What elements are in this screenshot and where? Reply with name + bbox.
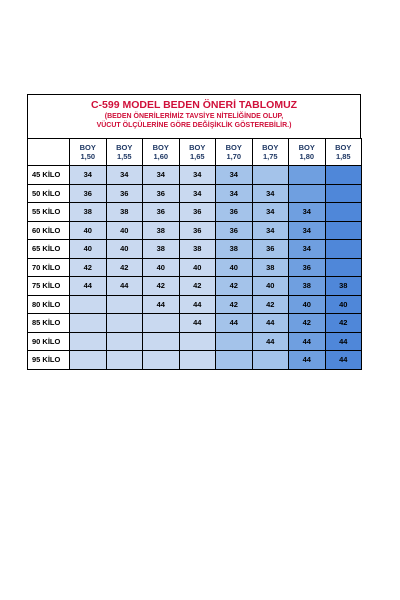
height-header [252, 139, 289, 166]
size-cell [106, 351, 143, 370]
height-header [216, 139, 253, 166]
size-cell: 38 [325, 277, 362, 296]
size-cell: 44 [289, 351, 326, 370]
size-cell: 38 [106, 203, 143, 222]
height-header-label: BOY [116, 143, 133, 152]
size-cell [143, 314, 180, 333]
size-cell: 44 [179, 314, 216, 333]
size-cell [216, 332, 253, 351]
size-cell: 34 [289, 240, 326, 259]
size-cell: 44 [252, 314, 289, 333]
size-cell: 42 [70, 258, 107, 277]
size-cell [143, 351, 180, 370]
table-row [28, 295, 362, 314]
size-cell [179, 332, 216, 351]
height-header-value: 1,65 [189, 152, 205, 161]
weight-label: 75 KİLO [28, 277, 70, 296]
size-cell: 40 [325, 295, 362, 314]
table-row [28, 184, 362, 203]
size-cell: 42 [216, 277, 253, 296]
size-cell: 36 [252, 240, 289, 259]
height-header-label: BOY [152, 143, 169, 152]
table-body [28, 166, 362, 370]
size-cell [325, 184, 362, 203]
table-row [28, 240, 362, 259]
table-row [28, 258, 362, 277]
height-header [70, 139, 107, 166]
size-cell: 36 [143, 184, 180, 203]
size-cell: 36 [216, 203, 253, 222]
size-cell: 44 [325, 332, 362, 351]
height-header-value: 1,80 [299, 152, 315, 161]
size-cell: 34 [252, 221, 289, 240]
size-cell: 34 [179, 184, 216, 203]
size-cell: 34 [289, 221, 326, 240]
weight-label: 45 KİLO [28, 166, 70, 185]
size-cell: 36 [106, 184, 143, 203]
size-cell: 38 [143, 240, 180, 259]
table-row [28, 277, 362, 296]
size-cell: 44 [70, 277, 107, 296]
size-cell: 40 [143, 258, 180, 277]
size-cell: 38 [289, 277, 326, 296]
height-header-label: BOY [298, 143, 315, 152]
size-cell: 42 [252, 295, 289, 314]
size-cell: 34 [252, 184, 289, 203]
height-header-value: 1,60 [153, 152, 169, 161]
size-cell [216, 351, 253, 370]
size-cell [289, 166, 326, 185]
size-table [27, 138, 362, 370]
size-cell: 40 [252, 277, 289, 296]
height-header-label: BOY [225, 143, 242, 152]
height-header-value: 1,55 [116, 152, 132, 161]
size-cell [70, 314, 107, 333]
height-header [179, 139, 216, 166]
size-cell: 36 [179, 203, 216, 222]
size-cell [106, 295, 143, 314]
size-cell: 38 [252, 258, 289, 277]
size-cell: 34 [252, 203, 289, 222]
size-cell: 44 [179, 295, 216, 314]
size-cell: 38 [216, 240, 253, 259]
size-cell [252, 166, 289, 185]
weight-label: 65 KİLO [28, 240, 70, 259]
size-cell: 34 [106, 166, 143, 185]
size-cell: 42 [106, 258, 143, 277]
height-header-value: 1,70 [226, 152, 242, 161]
size-cell: 44 [143, 295, 180, 314]
size-cell: 42 [179, 277, 216, 296]
size-cell: 40 [106, 221, 143, 240]
table-row [28, 332, 362, 351]
size-cell: 36 [143, 203, 180, 222]
size-cell [289, 184, 326, 203]
size-cell: 42 [325, 314, 362, 333]
weight-label: 70 KİLO [28, 258, 70, 277]
size-cell [70, 351, 107, 370]
size-cell: 38 [179, 240, 216, 259]
size-cell: 42 [216, 295, 253, 314]
chart-subtitle-line-1: (BEDEN ÖNERİLERİMİZ TAVSİYE NİTELİĞİNDE OLUP, [104, 113, 284, 120]
corner-cell [28, 139, 70, 166]
size-cell: 40 [70, 221, 107, 240]
title-box [27, 94, 361, 138]
size-cell [325, 203, 362, 222]
size-cell: 34 [289, 203, 326, 222]
size-cell: 40 [106, 240, 143, 259]
table-row [28, 166, 362, 185]
size-cell: 36 [70, 184, 107, 203]
size-cell: 44 [289, 332, 326, 351]
height-header-value: 1,50 [80, 152, 96, 161]
size-cell: 42 [143, 277, 180, 296]
size-cell: 44 [325, 351, 362, 370]
size-cell [179, 351, 216, 370]
size-cell [325, 258, 362, 277]
height-header [106, 139, 143, 166]
height-header-value: 1,75 [262, 152, 278, 161]
size-cell: 42 [289, 314, 326, 333]
chart-title: C-599 MODEL BEDEN ÖNERİ TABLOMUZ [90, 99, 298, 111]
table-row [28, 351, 362, 370]
height-header [289, 139, 326, 166]
size-cell [325, 166, 362, 185]
height-header [325, 139, 362, 166]
weight-label: 85 KİLO [28, 314, 70, 333]
size-cell: 40 [216, 258, 253, 277]
weight-label: 55 KİLO [28, 203, 70, 222]
weight-label: 50 KİLO [28, 184, 70, 203]
size-cell [106, 314, 143, 333]
weight-label: 95 KİLO [28, 351, 70, 370]
table-row [28, 203, 362, 222]
size-cell [70, 332, 107, 351]
height-header-label: BOY [79, 143, 96, 152]
height-header-label: BOY [189, 143, 206, 152]
size-cell [143, 332, 180, 351]
size-cell: 34 [143, 166, 180, 185]
size-cell [325, 240, 362, 259]
size-cell: 44 [252, 332, 289, 351]
weight-label: 80 KİLO [28, 295, 70, 314]
size-cell [106, 332, 143, 351]
size-cell: 34 [216, 166, 253, 185]
size-cell: 34 [216, 184, 253, 203]
table-row [28, 221, 362, 240]
size-cell: 34 [179, 166, 216, 185]
size-cell [325, 221, 362, 240]
size-cell: 40 [70, 240, 107, 259]
size-cell: 44 [106, 277, 143, 296]
weight-label: 90 KİLO [28, 332, 70, 351]
size-chart [27, 94, 361, 370]
size-cell: 40 [289, 295, 326, 314]
weight-label: 60 KİLO [28, 221, 70, 240]
size-cell: 36 [216, 221, 253, 240]
height-header-label: BOY [262, 143, 279, 152]
height-header-value: 1,85 [335, 152, 351, 161]
size-cell: 40 [179, 258, 216, 277]
size-cell: 34 [70, 166, 107, 185]
size-cell: 38 [143, 221, 180, 240]
table-row [28, 314, 362, 333]
size-cell: 44 [216, 314, 253, 333]
size-cell: 38 [70, 203, 107, 222]
header-row [28, 139, 362, 166]
chart-subtitle-line-2: VÜCUT ÖLÇÜLERİNE GÖRE DEĞİŞİKLİK GÖSTEREBİLİR.) [96, 122, 292, 129]
size-cell: 36 [179, 221, 216, 240]
height-header [143, 139, 180, 166]
height-header-label: BOY [335, 143, 352, 152]
size-cell: 36 [289, 258, 326, 277]
size-cell [252, 351, 289, 370]
size-cell [70, 295, 107, 314]
